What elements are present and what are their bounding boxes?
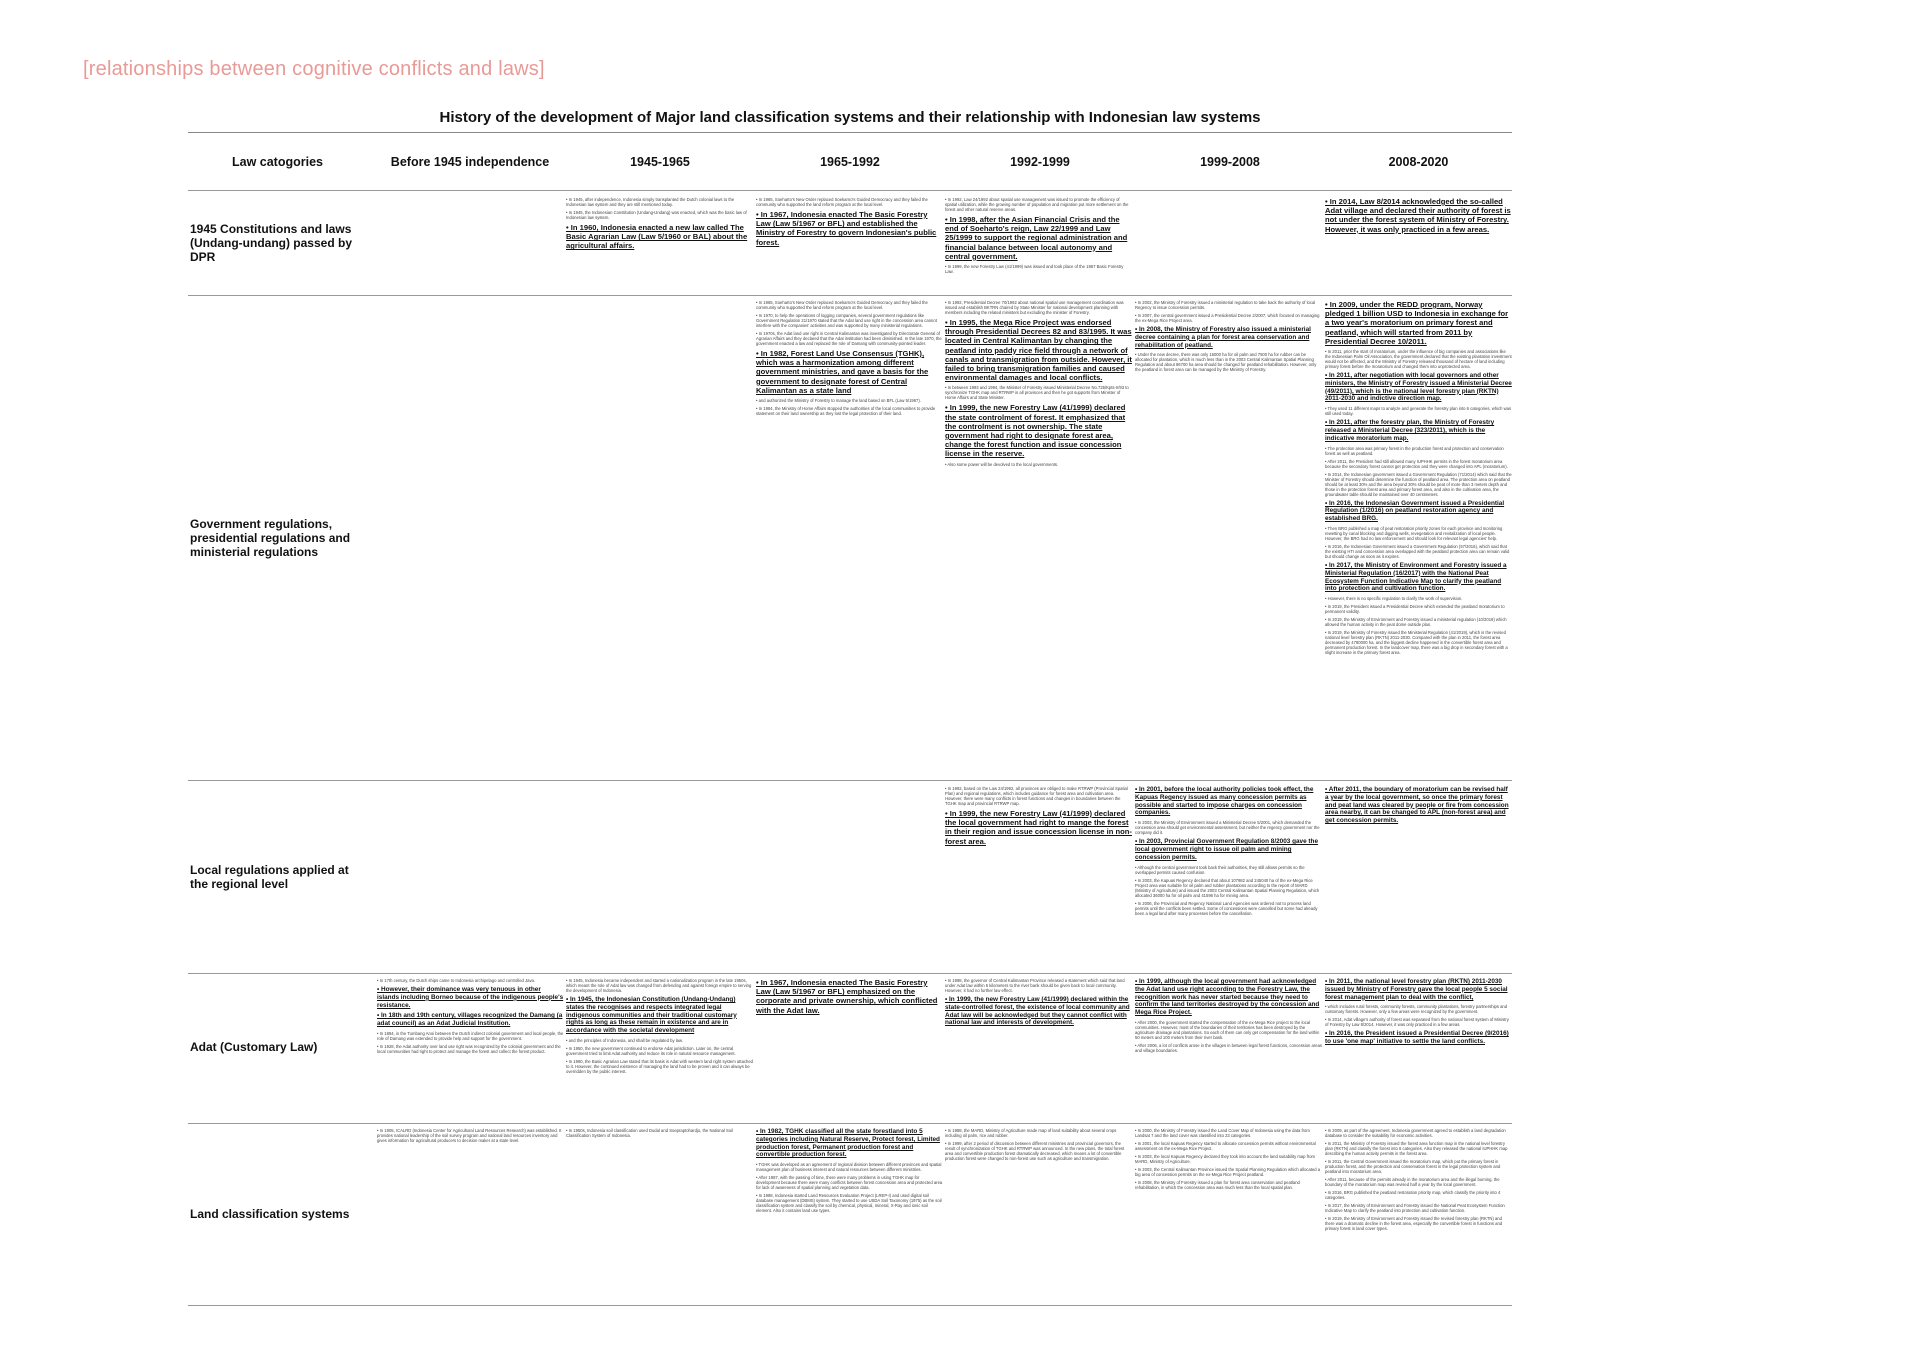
cell-entry: • In 2016, BRG published the peatland restoration priority map, which classify the priority into 4 categories. <box>1325 1190 1501 1200</box>
row-divider <box>188 190 1512 191</box>
cell-entry: • In 1965, Soeharto's New Order replaced Soekarno's Guided Democracy and they failed the community who supported the land reform program at the local level. <box>756 300 928 310</box>
cell-entry: • In 1970s, the Adat land use right in Central Kalimantan was investigated by Directorate General of Agrarian Affairs and they declared that the Adat institution had been diminished. In the late 1970, the government enacted a law and replaced the role of Damang with community-pointed leader. <box>756 331 942 346</box>
cell-entry: • In 1960, Indonesia enacted a new law called The Basic Agrarian Law (Law 5/1960 or BAL) about the agricultural affairs. <box>566 223 748 251</box>
cell-entry: • After 2011, the boundary of moratorium can be revised half a year by the local government, so once the primary forest and peat land was cleared by people or fire from concession area nearby, it can be changed to APL (non-forest area) and get concession permits. <box>1325 786 1509 825</box>
category-local-regulations: Local regulations applied at the regional level <box>190 863 349 891</box>
category-adat-law: Adat (Customary Law) <box>190 1040 318 1054</box>
cell-entry: • In 1945, Indonesia became independent and started a nationalization program in the late 1950s, which meant the role of Adat law was changed from defending and against foreign empire to serving the development of Indonesia. <box>566 978 752 993</box>
cell-entry: • In 2011, the national level forestry plan (RKTN) 2011-2030 issued by Ministry of Forestry gave the local people 5 social forest management plan to deal with the conflict, <box>1325 978 1508 1001</box>
cell-entry: • After 2006, a lot of conflicts arose in the villages in between legal forest functions, concession areas and village boundaries. <box>1135 1042 1322 1053</box>
cell-entry: • Although the central government took back their authorities, they still allows permits so the overlapped permits caused confusion. <box>1135 864 1305 875</box>
cell-entry: • In 2007, the central government issued a Presidential Decree 2/2007, which focused on managing the ex-Mega Rice Project area. <box>1135 313 1320 323</box>
cell-local-1992-1999 <box>945 786 1132 970</box>
cell-entry: • In 1999, the new Forestry Law (41/1999) declared the local government had right to mange the forest in their region and issue concession license in non-forest area. <box>945 809 1132 846</box>
cell-constitutions-2008-2020 <box>1325 197 1512 292</box>
cell-entry: • Then BRG published a map of peat restoration priority zones for each province and monitoring rewetting by canal blocking and digging wells, revegetation and revitalization of local people. However, the BRG had no law enforcement and should look for relevant legal agencies' help. <box>1325 525 1503 541</box>
cell-entry: • In 2019, the Ministry of Environment and Forestry issued a ministerial regulation (10/2019) which allowed the human activity in the peat dome outside plan. <box>1325 617 1507 628</box>
cell-entry: • In 1995, the Mega Rice Project was endorsed through Presidential Decrees 82 and 83/1995. It was located in Central Kalimantan by changing the peatland into paddy rice field through a network of canals and transmigration from outside. However, it failed to bring transmigration families and caused environmental damages and local conflicts. <box>945 318 1132 383</box>
cell-entry: • In 1967, Indonesia enacted The Basic Forestry Law (Law 5/1967 or BFL) emphasized on the corporate and private ownership, which conflicted with the Adat law. <box>756 978 938 1015</box>
cell-entry: • In 1945, after independence, Indonesia simply transplanted the Dutch colonial laws to the Indonesian law system and they are still mentioned today. <box>566 197 735 207</box>
cell-entry: • and the principles of Indonesia, and shall be regulated by law. <box>566 1037 683 1043</box>
cell-entry: • In 1905, ICALRD (Indonesia Center for Agricultural Land Resources Research) was established. It provides national leadership of the soil survey program and national land resources inventory and gives information for agricultural producers to decision maker at a state level. <box>377 1128 562 1143</box>
cell-entry: • In 2019, the Ministry of Environment and Forestry issued the revised forestry plan (RKTN) and there was a dramatic decline in the forest area, especially the convertible forest in functions and primary forest in land cover types. <box>1325 1216 1503 1231</box>
cell-entry: • In 2016, the Indonesian Government issued a Presidential Regulation (1/2016) on peatland restoration agency and established BRG. <box>1325 499 1505 523</box>
cell-entry: • In 2009, under the REDD program, Norway pledged 1 billion USD to Indonesia in exchange for a two year's moratorium on primary forest and peatland, which will started from 2011 by Presidential Decree 10/2011. <box>1325 300 1509 346</box>
cell-entry: • However, their dominance was very tenuous in other islands including Borneo because of the indigenous people's resistance. <box>377 986 564 1009</box>
row-divider <box>188 295 1512 296</box>
cell-entry: • In 1894, in the Tumbang Anoi between the Dutch indirect colonial government and local people, the role of Damang was extended to provide help and support for the government. <box>377 1030 564 1041</box>
cell-entry: • In 2011, prior the start of moratorium, under the influence of big companies and associations like the Indonesian Palm Oil Association, the government declared that the existing plantation investment would not be affected, and the Ministry of Forestry released thousand of hectare of land including primary forest before the moratorium and changed them into unprotected area. <box>1325 349 1512 370</box>
cell-entry: • In 2019, the Ministry of Forestry issued the Ministerial Regulation (41/2019), which is the revised national level forestry plan (RKTN) 2011-2030. Compared with the plan in 2011, the forest area decreased by 4780000 ha, and the biggest decline happened in the convertible forest area and permanent production forest. In the landcover map, there was a big drop in secondary forest with a slight increase in the primary forest area. <box>1325 630 1508 656</box>
cell-entry: • In 2016, the President issued a Presidential Decree (9/2016) to use 'one map' initiative to settle the land conflicts. <box>1325 1030 1509 1046</box>
cell-constitutions-1965-1992 <box>756 197 943 292</box>
cell-adat-1992-1999 <box>945 978 1132 1120</box>
header-1999-2008: 1999-2008 <box>1200 155 1260 169</box>
cell-entry: • In 1999, the new Forestry Law (41/1999) was issued and took place of the 1967 Basic Forestry Law. <box>945 264 1124 275</box>
cell-entry: • In 1988, the MARD, Ministry of Agriculture made map of land suitability about several crops including oil palm, rice and rubber. <box>945 1128 1117 1138</box>
cell-entry: • In 1928, the Adat authority over land use right was recognized by the colonial government and the local communities had right to protect and manage the forest and collect the forest product. <box>377 1043 561 1054</box>
cell-entry: • which includes rural forests, community forests, community plantations, forestry partnerships and customary forests. However, only a few areas were recognized by the government. <box>1325 1004 1508 1015</box>
cell-entry: • In between 1993 and 1994, the Minister of Forestry issued Ministerial Decree No.725/Kpts-II/93 to synchronize TGHK map and RTRWP in all provinces and then he got supports from Minister of Home Affairs and State Minister. <box>945 385 1129 401</box>
cell-entry: • In 1950, the new government continued to endorse Adat jurisdiction. Later on, the central government tried to limit Adat authority and reduce its role in natural resource management. <box>566 1045 736 1056</box>
cell-entry: • In 1982, TGHK classified all the state forestland into 5 categories including Natural Reserve, Protect forest, Limited production forest, Permanent production forest and convertible production forest. <box>756 1128 940 1159</box>
cell-entry: • In 1999, after 2 period of discussion between different ministries and provincial governors, the result of synchronization of TGHK and RTRWP was announced. In the new plans, the total forest area and convertible production forest dramatically decreased, which means a lot of convertible production forest were changed to non-forest use such as agriculture and transmigration. <box>945 1141 1125 1161</box>
cell-entry: • In 1945, the Indonesian Constitution (Undang-Undang) was enacted, which was the basic law of Indonesian law system. <box>566 210 747 220</box>
cell-local-1999-2008 <box>1135 786 1322 970</box>
row-divider <box>188 973 1512 974</box>
cell-adat-1945-1965 <box>566 978 753 1120</box>
cell-entry: • In 2014, the Indonesian government issued a Government Regulation (71/2014) which said that the Minister of Forestry should determine the function of peatland area. The protection area on peatland should be at least 30% and the area beyond 30% should be peat of more than 3 meters depth and those in the protection forest area and primary forest area, and also in the cultivation area, the groundwater table should be maintained over 40 centimeters. <box>1325 471 1512 497</box>
cell-entry: • In 1984, the Ministry of Home Affairs stopped the authorities of the local communities to provide statement on their land ownership as they lost the legal protection of their land. <box>756 406 936 417</box>
category-land-classification: Land classification systems <box>190 1207 350 1221</box>
cell-entry: • In 1999, although the local government had acknowledged the Adat land use right according to the Forestry Law, the recognition work has never started because they need to confirm the land territories destroyed by the concession and Mega Rice Project. <box>1135 978 1320 1017</box>
cell-government-2008-2020 <box>1325 300 1512 776</box>
cell-entry: • In 2002, the Ministry of Forestry issued a ministerial regulation to take back the authority of local Regency to issue concession permits. <box>1135 300 1316 310</box>
cell-entry: • TGHK was developed as an agreement of regional division between different provinces and spatial management plan of business interest and natural resources between different ministries. <box>756 1162 942 1173</box>
cell-government-1965-1992 <box>756 300 943 776</box>
cell-entry: • In 2011, the Ministry of Forestry issued the forest area function map in the national level forestry plan (RKTN) and classify the forest into 6 categories. Also they released the national IUPHHK map describing the human activity permits in the forest area. <box>1325 1141 1508 1156</box>
header-1965-1992: 1965-1992 <box>820 155 880 169</box>
cell-entry: • In 2003, the local Kapuas Regency declared they took into account the land suitability map from MARD, Ministry of Agriculture. <box>1135 1154 1316 1164</box>
category-constitutions: 1945 Constitutions and laws (Undang-undang) passed by DPR <box>190 222 352 264</box>
cell-entry: • In 17th century, the Dutch ships came to Indonesia archipelago and controlled Java. <box>377 978 536 983</box>
cell-land-1999-2008 <box>1135 1128 1322 1302</box>
cell-entry: • Under the new decree, there was only 15000 ha for oil palm and 7500 ha for rubber can be allocated for plantation, which is much less than in the 2003 Central Kalimantan Spatial Planning Regulation and about 86700 ha area should be changed for peatland rehabilitation. However, only the peatland in forest area can be managed by the Ministry of Forestry. <box>1135 352 1317 373</box>
cell-entry: • In 2014, Law 8/2014 acknowledged the so-called Adat village and declared their authority of forest is not under the forest system of Ministry of Forestry. However, it was only practiced in a few areas. <box>1325 197 1511 234</box>
cell-entry: • In 2019, the President issued a Presidential Decree which extended the peatland moratorium to permanent validity. <box>1325 604 1505 615</box>
cell-entry: • In 2011, the Central Government issued the moratorium map, which put the primary forest in production forest, and the protection and conservation forest in the legal protection system and peatland into moratorium area. <box>1325 1159 1501 1174</box>
cell-government-1999-2008 <box>1135 300 1322 776</box>
cell-entry: • In 1982, Forest Land Use Consensus (TGHK), which was a harmonization among different government ministries, and gave a basis for the government to designate forest of Central Kalimantan as a state land <box>756 349 929 395</box>
cell-entry: • After 2011, because of the permits already in the moratorium area and the illegal burning, the boundary of the moratorium map was revised half a year by the local government. <box>1325 1177 1500 1187</box>
cell-land-1965-1992 <box>756 1128 943 1302</box>
cell-entry: • In 2017, the Ministry of Environment and Forestry issued a Ministerial Regulation (16/2017) with the National Peat Ecosystem Function Indicative Map to clarify the peatland into protection and cultivation function. <box>1325 561 1507 593</box>
cell-entry: • In 1992, Presidential Decree 70/1992 about national spatial use management coordination was issued and establish BKTRN chaired by State Minister for national development planning with members including the related ministers but excluding the minister of Forestry. <box>945 300 1124 315</box>
cell-land-before-1945 <box>377 1128 564 1302</box>
cell-entry: • In 1965, Soeharto's New Order replaced Soekarno's Guided Democracy and they failed the community who supported the land reform program at the local level. <box>756 197 928 207</box>
header-1945-1965: 1945-1965 <box>630 155 690 169</box>
cell-entry: • In 2006, the Provincial and Regency National Land Agencies was ordered not to process land permits until the conflicts been settled. Some of concessions were cancelled but some had already been a legal land after many processes before the cancellation. <box>1135 900 1318 916</box>
cell-entry: • In 18th and 19th century, villages recognized the Damang (a adat council) as an Adat Judicial Institution. <box>377 1012 563 1028</box>
cell-entry: • In 2001, the local Kapuas Regency started to allocate concession permits without environmental assessment on the ex-Mega Rice Project. <box>1135 1141 1316 1151</box>
cell-adat-1965-1992 <box>756 978 943 1120</box>
cell-entry: • In 1999, the new Forestry Law (41/1999) declared the state controlment of forest. It emphasized that the controlment is not ownership. The state government had right to designate forest area, change the forest function and issue concession license in the reserve. <box>945 403 1126 459</box>
cell-entry: • In 2011, after the forestry plan, the Ministry of Forestry released a Ministerial Decree (323/2011), which is the indicative moratorium map. <box>1325 419 1495 442</box>
cell-entry: • In 1998, the governor of Central Kalimantan Province released a statement which said that land under Adat law within 5 kilometers to the river bank should be given back to local community. However, it had no further law effect. <box>945 978 1125 993</box>
cell-entry: • After 2011, the President had still allowed many IUPHHK permits in the forest moratorium area because the secondary forest cannot get protection and they were changed into APL (moratorium). <box>1325 458 1508 469</box>
cell-entry: • In 1999, the new Forestry Law (41/1999) declared within the state-controlled forest, the existence of local community and Adat law will be acknowledged but they cannot conflict with national law and interests of development. <box>945 996 1130 1027</box>
cell-adat-1999-2008 <box>1135 978 1322 1120</box>
cell-entry: • In 1967, Indonesia enacted The Basic Forestry Law (Law 5/1967 or BFL) and established the Ministry of Forestry to govern Indonesian's public forest. <box>756 210 937 247</box>
cell-entry: • In 2003, the Central Kalimantan Province issued the Spatial Planning Regulation which allocated a big area of concession permits on the ex-Mega Rice Project peatland. <box>1135 1167 1321 1177</box>
cell-entry: • In 2008, the Ministry of Forestry also issued a ministerial decree containing a plan for forest area conservation and rehabilitation of peatland. <box>1135 326 1311 349</box>
cell-entry: • In 2008, the Ministry of Forestry issued a plan for forest area conservation and peatland rehabilitation, in which the concession area was much less than the local spatial plan. <box>1135 1180 1300 1190</box>
cell-entry: • In 1945, the Indonesian Constitution (Undang-Undang) states the recognises and respects integrated legal indigenous communities and their traditional customary rights as long as these remain in existence and are in accordance with the societal development <box>566 996 737 1035</box>
cell-entry: • In 2017, the Ministry of Environment and Forestry issued the National Peat Ecosystem Function Indicative Map to clarify the peatland into protection and cultivation function. <box>1325 1203 1505 1213</box>
cell-entry: • After 2000, the government started the compensation of the ex-Mega Rice project to the local communities. However, most of the boundaries of their territories has been destroyed by the agriculture drainage and plantations. So each of them can only get compensation for the land within 50 meters and 100 meters from their river bank. <box>1135 1019 1320 1040</box>
category-government-regulations: Government regulations, presidential regulations and ministerial regulations <box>190 517 351 559</box>
header-before-1945: Before 1945 independence <box>390 155 550 169</box>
cell-entry: • Also some power will be devolved to the local governments. <box>945 461 1059 467</box>
bottom-rule <box>188 1305 1512 1306</box>
header-2008-2020: 2008-2020 <box>1388 155 1449 169</box>
cell-land-2008-2020 <box>1325 1128 1512 1302</box>
top-rule <box>188 132 1512 133</box>
cell-entry: • In 2003, the Kapuas Regency declared that about 107982 and 245040 ha of the ex-Mega Rice Project area was suitable for oil palm and rubber plantations according to the report of MARD (Ministry of Agriculture) and issued the 2003 Central Kalimantan Spatial Planning Regulation, which allocated 36000 ha for oil palm and 41596 ha for mining area. <box>1135 877 1320 898</box>
cell-entry: • In 2000, the Ministry of Forestry issued the Land Cover Map of Indonesia using the data from Landsat 7 and the land cover was classified into 23 categories. <box>1135 1128 1310 1138</box>
cell-entry: • In 2016, the Indonesian Government issued a Government Regulation (57/2016), which said that the existing HTI and concession area overlapped with the peatland protection area can remain valid but should change as soon as it expires. <box>1325 543 1510 559</box>
cell-constitutions-1999-2008 <box>1135 197 1322 292</box>
cell-entry: • In 2011, after negotiation with local governors and other ministers, the Ministry of Forestry issued a Ministerial Decree (49/2011), which is the national level forestry plan (RKTN) 2011-2030 and indictive direction map. <box>1325 372 1512 403</box>
cell-adat-before-1945 <box>377 978 564 1120</box>
cell-entry: • In 2003, Provincial Government Regulation 8/2003 gave the local government right to issue oil palm and mining concession permits. <box>1135 838 1319 861</box>
section-tag: [relationships between cognitive conflicts and laws] <box>83 58 545 80</box>
cell-entry: • However, there is no specific regulation to clarify the work of supervision. <box>1325 596 1463 602</box>
cell-constitutions-1945-1965 <box>566 197 753 292</box>
cell-entry: • In 2009, as part of the agreement, Indonesia government agreed to establish a land degradation database to consider the suitability for economic activities. <box>1325 1128 1506 1138</box>
cell-entry: • In 1992, based on the Law 24/1992, all provinces are obliged to make RTRWP (Provincial Spatial Plan) and regional regulations, which includes guidance for forest area and cultivation area. However, there were many conflicts in forest functions and changes in boundaries between the TGHK map and provincial RTRWP map. <box>945 786 1128 806</box>
cell-entry: • In 1970, to help the operations of logging companies, several government regulations like Government Regulation 21/1970 stated that the Adat land use right in the concession area cannot interfere with the companies' activities and was supported by many ministerial regulations. <box>756 313 937 328</box>
table-title: History of the development of Major land classification systems and their relationship with Indonesian law systems <box>439 109 1261 126</box>
row-divider <box>188 1123 1512 1124</box>
cell-land-1992-1999 <box>945 1128 1132 1302</box>
cell-entry: • In 1992, Law 24/1992 about spatial use management was issued to promote the efficiency of spatial utilization, while the growing number of population and migration put more settlement on the forest and other natural reserve areas. <box>945 197 1129 212</box>
cell-adat-2008-2020 <box>1325 978 1512 1120</box>
cell-government-1992-1999 <box>945 300 1132 776</box>
cell-constitutions-1992-1999 <box>945 197 1132 292</box>
cell-entry: • After 1987, with the passing of time, there were many problems in using TGHK map for development because there were many conflicts between forest concession area and protected area for lack of awareness of spatial planning and vegetation data. <box>756 1175 943 1191</box>
cell-entry: • In 2014, Adat village's authority of forest was separated from the national forest system of Ministry of Forestry by Law 8/2014. However, it was only practiced in a few areas. <box>1325 1017 1509 1028</box>
cell-local-2008-2020 <box>1325 786 1512 970</box>
cell-entry: • In 2001, before the local authority policies took effect, the Kapuas Regency issued as many concession permits as possible and started to impose charges on concession companies. <box>1135 786 1314 817</box>
cell-entry: • In 2003, the Ministry of Environment issued a Ministerial Decree 5/2001, which demanded the concession area should get environmental assessment, but neither the regency government nor the company did it. <box>1135 820 1320 836</box>
cell-entry: • In 1998, after the Asian Financial Crisis and the end of Soeharto's reign, Law 22/1999 and Law 25/1999 to support the regional administration and financial balance between local autonomy and central government. <box>945 215 1128 261</box>
header-law-categories: Law catogories <box>232 155 323 169</box>
cell-entry: • The protection area was primary forest in the production forest and protection and conservation forest as well as peatland. <box>1325 445 1504 456</box>
cell-entry: • and authorized the Ministry of Forestry to manage the land based on BFL (Law 5/1967). <box>756 398 921 404</box>
header-1992-1999: 1992-1999 <box>1010 155 1070 169</box>
cell-entry: • In 1960, the Basic Agrarian Law stated that its basis is Adat with western land right system attached to it. However, the continued existence of managing the land had to be proven and it can always be overridden by the public interest. <box>566 1058 753 1074</box>
cell-entry: • In 1950s, Indonesia soil classification used Dudal and Soepraptohardjo, the National Soil Classification System of Indonesia. <box>566 1128 733 1138</box>
cell-entry: • They used 11 different maps to analyze and generate the forestry plan into 6 categories, which was still used today. <box>1325 406 1512 417</box>
cell-land-1945-1965 <box>566 1128 753 1302</box>
row-divider <box>188 780 1512 781</box>
cell-entry: • In 1988, Indonesia started Land Resources Evaluation Project (LREP-I) and used digital soil database management (DBMS) system. They started to use USDA Soil Taxonomy (1975) as the soil classification system and classify the soil by chemical, physical, mineral, X-Ray and ionic soil element. Also it contains land use types. <box>756 1193 942 1214</box>
